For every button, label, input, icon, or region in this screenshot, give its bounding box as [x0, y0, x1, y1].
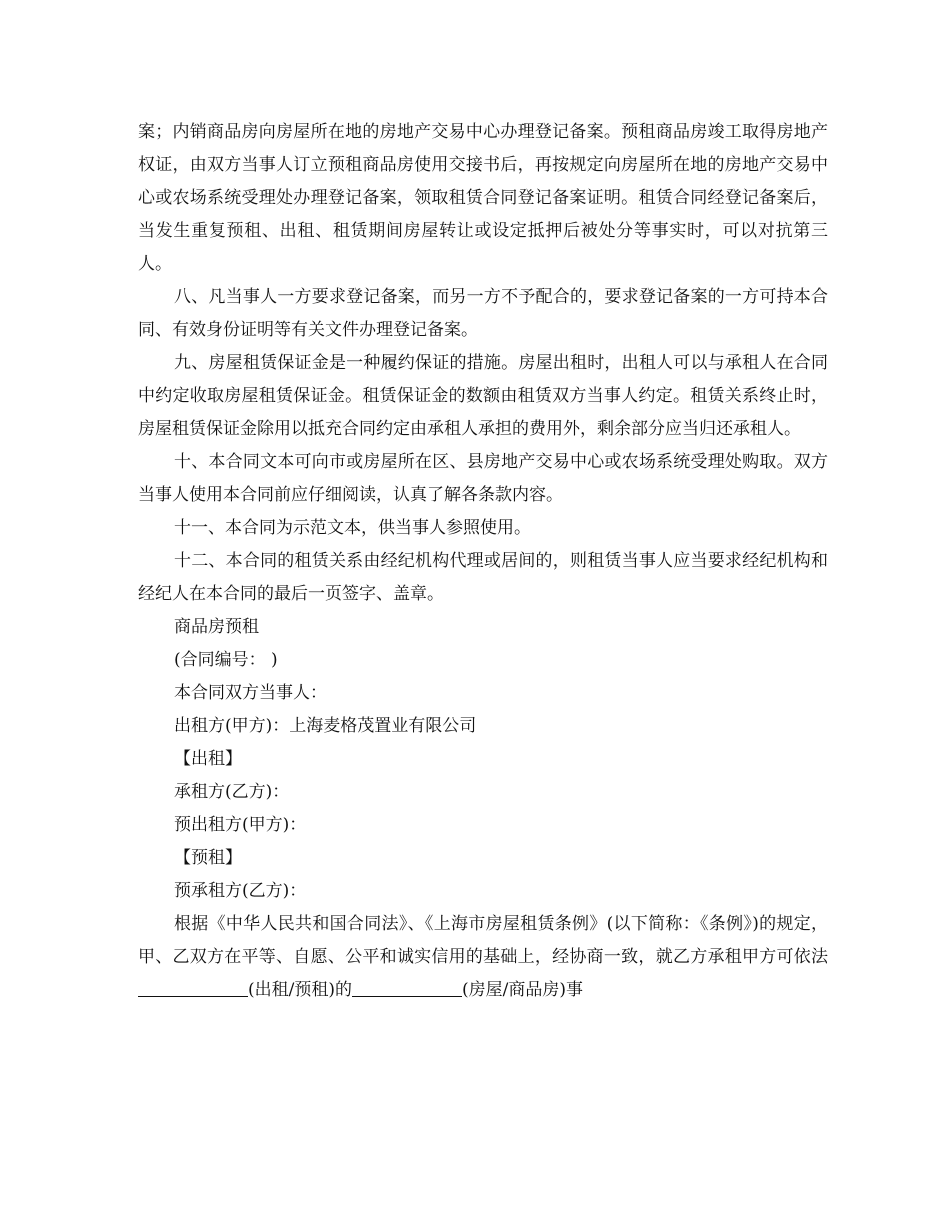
paragraph-10: 十、本合同文本可向市或房屋所在区、县房地产交易中心或农场系统受理处购取。双方当事人使用本合同前应仔细阅读，认真了解各条款内容。	[138, 452, 828, 505]
prerent-section-heading: 【预租】	[174, 848, 242, 868]
paragraph-11: 十一、本合同为示范文本，供当事人参照使用。	[174, 518, 531, 538]
pre-lessee-line: 预承租方(乙方)：	[174, 881, 307, 901]
blank-field-property-type[interactable]	[352, 980, 462, 997]
basis-text-2: (出租/预租)的	[248, 980, 352, 1000]
contract-number: (合同编号： )	[174, 650, 278, 670]
paragraph-8: 八、凡当事人一方要求登记备案，而另一方不予配合的，要求登记备案的一方可持本合同、有效身份证明等有关文件办理登记备案。	[138, 287, 828, 340]
basis-paragraph	[138, 908, 828, 1007]
contract-title: 商品房预租	[174, 617, 259, 637]
blank-field-rent-type[interactable]	[138, 980, 248, 997]
lessee-line: 承租方(乙方)：	[174, 782, 290, 802]
document-page	[138, 116, 828, 1007]
contract-parties: 本合同双方当事人：	[174, 683, 327, 703]
rent-section-heading: 【出租】	[174, 749, 242, 769]
basis-text-1: 根据《中华人民共和国合同法》、《上海市房屋租赁条例》(以下简称：《条例》)的规定，甲、乙双方在平等、自愿、公平和诚实信用的基础上，经协商一致，就乙方承租甲方可依法	[138, 914, 828, 967]
paragraph-continuation: 案；内销商品房向房屋所在地的房地产交易中心办理登记备案。预租商品房竣工取得房地产权证，由双方当事人订立预租商品房使用交接书后，再按规定向房屋所在地的房地产交易中心或农场系统受理处办理登记备案，领取租赁合同登记备案证明。租赁合同经登记备案后，当发生重复预租、出租、租赁期间房屋转让或设定抵押后被处分等事实时，可以对抗第三人。	[138, 122, 828, 274]
paragraph-12: 十二、本合同的租赁关系由经纪机构代理或居间的，则租赁当事人应当要求经纪机构和经纪人在本合同的最后一页签字、盖章。	[138, 551, 828, 604]
lessor-line: 出租方(甲方)：上海麦格茂置业有限公司	[174, 716, 477, 736]
pre-lessor-line: 预出租方(甲方)：	[174, 815, 307, 835]
basis-text-3: (房屋/商品房)事	[462, 980, 583, 1000]
paragraph-9: 九、房屋租赁保证金是一种履约保证的措施。房屋出租时，出租人可以与承租人在合同中约定收取房屋租赁保证金。租赁保证金的数额由租赁双方当事人约定。租赁关系终止时，房屋租赁保证金除用以抵充合同约定由承租人承担的费用外，剩余部分应当归还承租人。	[138, 353, 828, 439]
